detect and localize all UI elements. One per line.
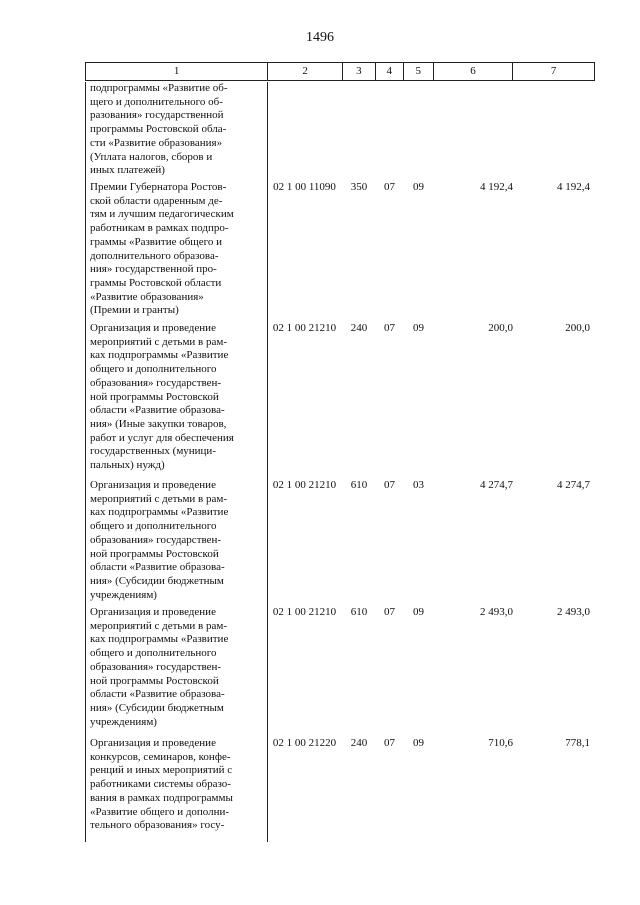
row-sum-1: 4 274,7 (480, 479, 513, 491)
row-pr: 09 (413, 737, 424, 749)
row-sum-1: 200,0 (488, 322, 513, 334)
row-rz: 07 (384, 322, 395, 334)
row-sum-2: 4 274,7 (557, 479, 590, 491)
row-vr: 350 (350, 181, 368, 193)
header-col-5: 5 (404, 63, 434, 80)
row-sum-1: 710,6 (488, 737, 513, 749)
row-rz: 07 (384, 181, 395, 193)
row-rz: 07 (384, 479, 395, 491)
row-vr: 610 (350, 479, 368, 491)
row-description: Организация и проведение конкурсов, семинаров, конфе- ренций и иных мероприятий с работниками системы образо- вания в рамках подпрограммы «Развитие общего и дополни- тельного образования» госу- (90, 737, 233, 832)
table-border-left (85, 82, 86, 842)
header-col-2: 2 (268, 63, 343, 80)
header-col-6: 6 (434, 63, 514, 80)
row-vr: 610 (350, 606, 368, 618)
row-vr: 240 (350, 737, 368, 749)
header-col-3: 3 (343, 63, 376, 80)
row-rz: 07 (384, 737, 395, 749)
row-description: Премии Губернатора Ростов- ской области одаренным де- тям и лучшим педагогическим работникам в рамках подпро- граммы «Развитие общего и дополнительного образова- ния» государственной про- граммы Ростовской области «Развитие образования» (Премии и гранты) (90, 181, 234, 317)
header-col-7: 7 (550, 65, 557, 77)
page-number: 1496 (306, 30, 334, 45)
header-col-1: 1 (86, 63, 268, 80)
row-pr: 09 (413, 606, 424, 618)
row-description: Организация и проведение мероприятий с детьми в рам- ках подпрограммы «Развитие общего и дополнительного образования» государствен- ной программы Ростовской области «Развитие образова- ния» (Субсидии бюджетным учреждениям) (90, 606, 229, 728)
column-divider (267, 82, 268, 842)
row-description: подпрограммы «Развитие об- щего и дополнительного об- разования» государственной программы Ростовской обла- сти «Развитие образования» (Уплата налогов, сборов и иных платежей) (90, 82, 228, 177)
row-rz: 07 (384, 606, 395, 618)
row-code: 02 1 00 21210 (272, 479, 337, 491)
row-code: 02 1 00 21210 (272, 606, 337, 618)
row-description: Организация и проведение мероприятий с детьми в рам- ках подпрограммы «Развитие общего и дополнительного образования» государствен- ной программы Ростовской области «Развитие образова- ния» (Субсидии бюджетным учреждениям) (90, 479, 229, 601)
row-sum-2: 200,0 (565, 322, 590, 334)
row-code: 02 1 00 21220 (272, 737, 337, 749)
row-code: 02 1 00 21210 (272, 322, 337, 334)
header-col-4: 4 (376, 63, 404, 80)
row-sum-2: 778,1 (565, 737, 590, 749)
row-sum-1: 4 192,4 (480, 181, 513, 193)
table-header (85, 62, 595, 81)
row-pr: 09 (413, 322, 424, 334)
row-pr: 03 (413, 479, 424, 491)
row-sum-2: 2 493,0 (557, 606, 590, 618)
row-pr: 09 (413, 181, 424, 193)
row-sum-2: 4 192,4 (557, 181, 590, 193)
budget-table-body (85, 82, 595, 842)
row-sum-1: 2 493,0 (480, 606, 513, 618)
row-code: 02 1 00 11090 (273, 181, 336, 193)
row-vr: 240 (350, 322, 368, 334)
row-description: Организация и проведение мероприятий с детьми в рам- ках подпрограммы «Развитие общего и дополнительного образования» государствен- ной программы Ростовской области «Развитие образова- ния» (Иные закупки товаров, работ и услуг для обеспечения государственных (муници- пальных) нужд) (90, 322, 234, 472)
